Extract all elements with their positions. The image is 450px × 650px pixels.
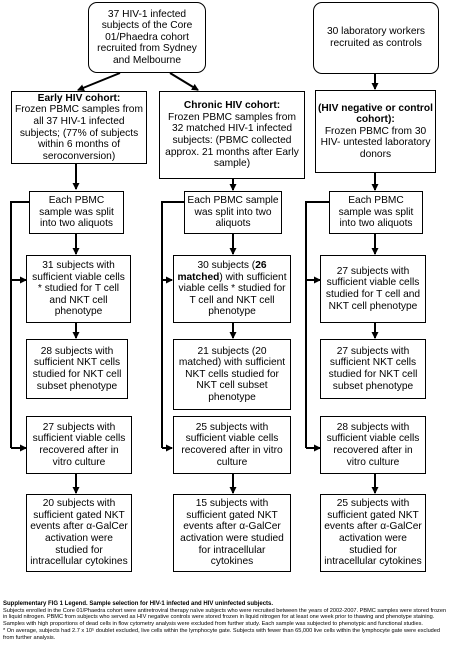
chronic-phenotype-matched: 26 matched	[177, 260, 267, 283]
neg-culture-box	[320, 416, 426, 474]
neg-cohort-box	[315, 90, 436, 173]
arrow-source-to-chronic	[170, 73, 198, 90]
chronic-phenotype-text-c: ) with sufficient viable cells * studied for T cell and NKT cell phenotype	[178, 271, 287, 318]
chronic-culture-text: 25 subjects with sufficient viable cells recovered after in vitro culture	[181, 421, 283, 468]
chronic-cohort-box	[159, 91, 305, 179]
early-cytokines-box	[26, 494, 132, 572]
early-phenotype-text: 31 subjects with sufficient viable cells * studied for T cell and NKT cell phenotype	[32, 260, 125, 318]
chronic-cohort-title: Chronic HIV cohort:	[183, 100, 281, 112]
neg-cohort-title: (HIV negative or control cohort):	[318, 102, 433, 126]
early-cytokines-text: 20 subjects with sufficient gated NKT events after α-GalCer activation were studied for intracellular cytokines	[30, 498, 128, 568]
neg-subset-box	[320, 339, 426, 399]
chronic-phenotype-text-a: 30 subjects (	[197, 260, 256, 272]
neg-cohort-body: Frozen PBMC from 30 HIV- untested laboratory donors	[320, 125, 431, 160]
branch-neg	[306, 202, 329, 448]
neg-culture-text: 28 subjects with sufficient viable cells recovered after in vitro culture	[326, 421, 420, 468]
early-phenotype-box	[26, 255, 131, 323]
controls-source-text: 30 laboratory workers recruited as controls	[327, 26, 425, 49]
neg-phenotype-box	[320, 255, 426, 323]
chronic-split-text: Each PBMC sample was split into two aliquots	[187, 195, 279, 230]
caption-title: Supplementary FIG 1 Legend. Sample selection for HIV-1 infected and HIV uninfected subjects.	[3, 601, 274, 607]
early-subset-text: 28 subjects with sufficient NKT cells studied for NKT cell subset phenotype	[32, 345, 122, 392]
chronic-phenotype-box	[173, 255, 291, 323]
early-culture-box	[26, 416, 132, 474]
chronic-cohort-body: Frozen PBMC samples from 32 matched HIV-1 infected subjects: (PBMC collected approx. 21 months after Early sample)	[165, 111, 299, 170]
source-text: 37 HIV-1 infected subjects of the Core 01/Phaedra cohort recruited from Sydney and Melbourne	[97, 8, 197, 66]
early-culture-text: 27 subjects with sufficient viable cells recovered after in vitro culture	[32, 421, 126, 468]
controls-source-box	[313, 2, 439, 74]
early-subset-box	[26, 339, 128, 399]
early-cohort-body: Frozen PBMC samples from all 37 HIV-1 infected subjects; (77% of subjects within 6 months of seroconversion)	[15, 104, 143, 162]
chronic-cytokines-box	[173, 494, 291, 572]
caption-body: Subjects enrolled in the Core 01/Phaedra cohort were antiretroviral therapy naïve subjects who were recruited between the years of 2002-2007. PBMC samples were stored frozen in liquid nitrogen. PBMC from subjects who served as HIV negative controls were stored frozen in liquid nitrogen for at least one week prior to thawing and phenotype staining. Samples with high proportions of dead cells in flow cytometry analysis were excluded from further study. Each sample was subjected to phenotypic and functional studies.	[3, 607, 447, 628]
early-split-box	[29, 191, 124, 234]
neg-split-box	[329, 191, 423, 234]
neg-cytokines-box	[320, 494, 426, 572]
arrow-source-to-early	[78, 73, 120, 90]
caption-note: * On average, subjects had 2.7 x 10⁵ doublet excluded, live cells within the lymphocyte gate. Subjects with fewer than 65,000 live cells within the lymphocyte gate were excluded from further analysis.	[3, 627, 441, 641]
chronic-subset-text: 21 subjects (20 matched) with sufficient NKT cells studied for NKT cell subset phenotype	[178, 345, 286, 403]
early-cohort-title: Early HIV cohort:	[37, 92, 121, 104]
early-cohort-box	[11, 91, 147, 164]
chronic-culture-box	[173, 416, 291, 474]
branch-early	[11, 202, 29, 448]
chronic-split-box	[184, 191, 282, 234]
neg-cytokines-text: 25 subjects with sufficient gated NKT events after α-GalCer activation were studied for intracellular cytokines	[324, 498, 422, 568]
source-box	[88, 2, 206, 73]
branch-chronic	[162, 202, 184, 448]
figure-caption	[3, 601, 447, 641]
early-split-text: Each PBMC sample was split into two aliquots	[39, 195, 114, 230]
neg-split-text: Each PBMC sample was split into two aliquots	[338, 195, 414, 230]
neg-phenotype-text: 27 subjects with sufficient viable cells studied for T cell and NKT cell phenotype	[325, 265, 421, 312]
chronic-subset-box	[173, 339, 291, 410]
neg-subset-text: 27 subjects with sufficient NKT cells studied for NKT cell subset phenotype	[328, 345, 418, 392]
chronic-cytokines-text: 15 subjects with sufficient gated NKT events after α-GalCer activation were studied for intracellular cytokines	[180, 498, 284, 568]
